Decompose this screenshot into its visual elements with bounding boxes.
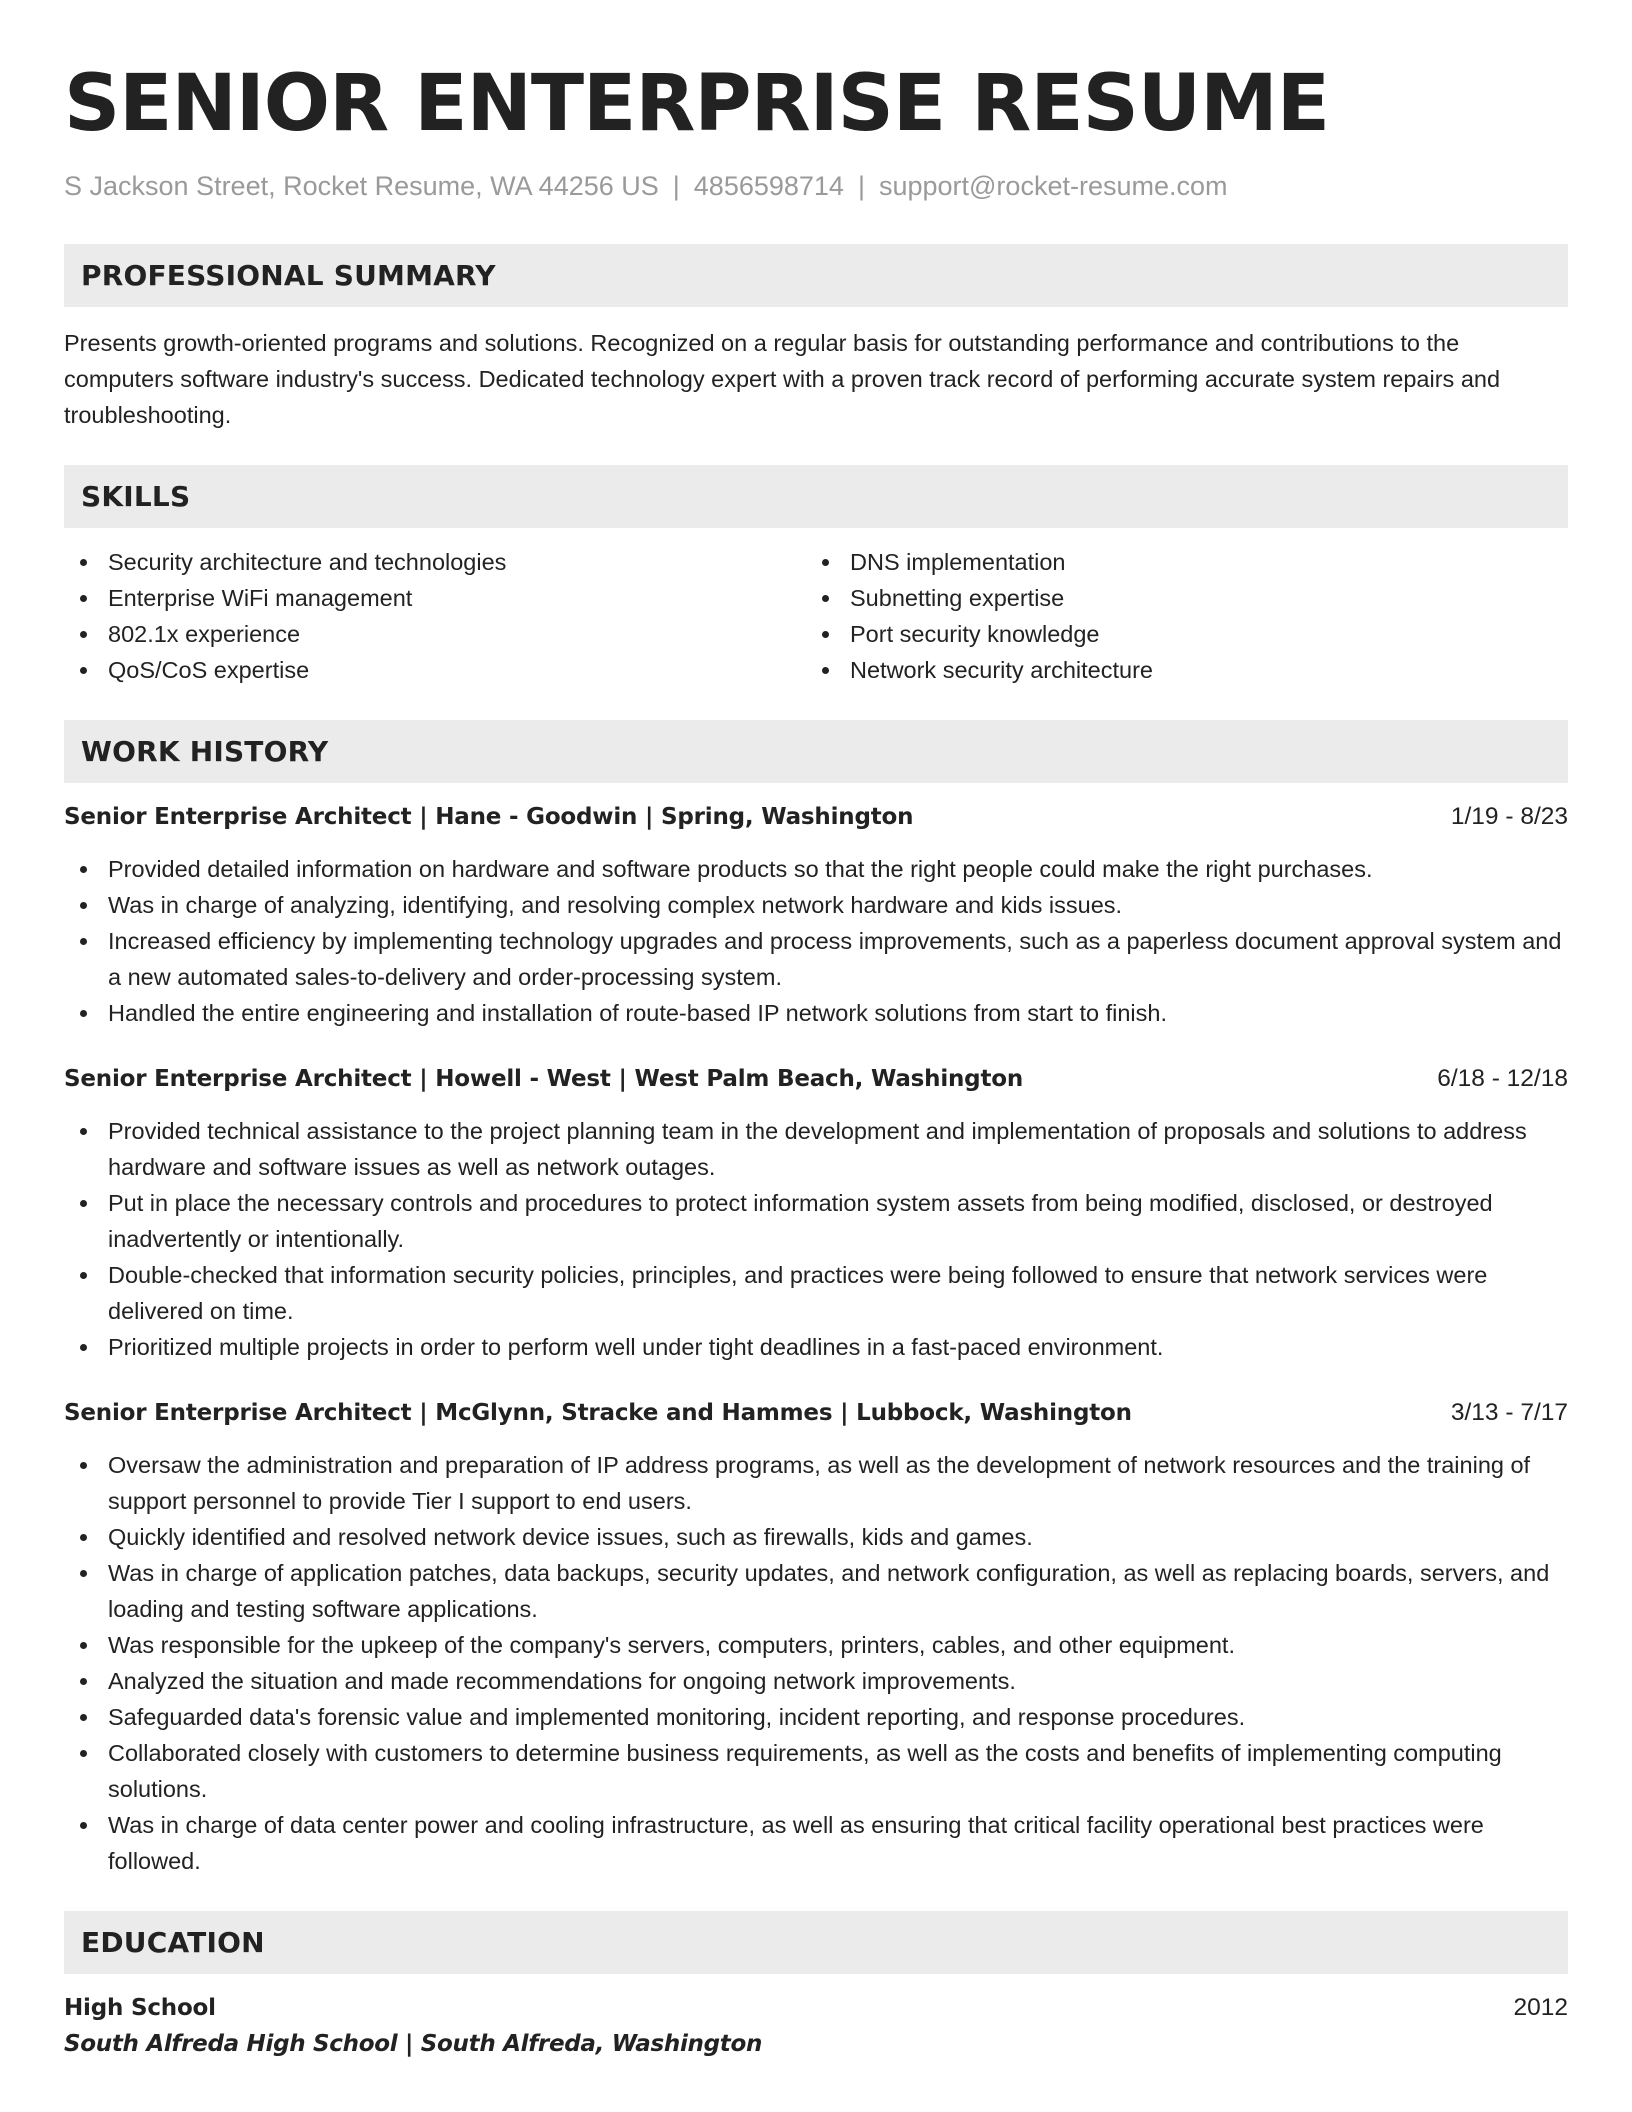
resume-title: SENIOR ENTERPRISE RESUME bbox=[64, 59, 1330, 149]
job-bullet: Double-checked that information security policies, principles, and practices were being followed to ensure that network services were delivered on time. bbox=[64, 1257, 1568, 1329]
skills-list-left bbox=[64, 544, 806, 688]
contact-separator: | bbox=[857, 171, 865, 201]
education-entry bbox=[64, 1990, 1568, 2062]
job-bullet: Safeguarded data's forensic value and implemented monitoring, incident reporting, and response procedures. bbox=[64, 1699, 1568, 1735]
job-header bbox=[64, 799, 1568, 835]
job-title: Senior Enterprise Architect | Howell - West | West Palm Beach, Washington bbox=[64, 1066, 1024, 1092]
job-bullet: Oversaw the administration and preparation of IP address programs, as well as the development of network resources and the training of support personnel to provide Tier I support to end users. bbox=[64, 1447, 1568, 1519]
contact-phone: 4856598714 bbox=[693, 171, 844, 201]
job-bullets bbox=[64, 1447, 1568, 1879]
job-bullet: Put in place the necessary controls and procedures to protect information system assets from being modified, disclosed, or destroyed inadvertently or intentionally. bbox=[64, 1185, 1568, 1257]
job-header bbox=[64, 1395, 1568, 1431]
skill-item: Network security architecture bbox=[806, 652, 1548, 688]
job-title: Senior Enterprise Architect | Hane - Goodwin | Spring, Washington bbox=[64, 804, 914, 830]
summary-heading: PROFESSIONAL SUMMARY bbox=[64, 244, 1568, 307]
skills-list-right bbox=[806, 544, 1548, 688]
job-bullet: Was in charge of analyzing, identifying, and resolving complex network hardware and kids issues. bbox=[64, 887, 1568, 923]
job-bullet: Increased efficiency by implementing technology upgrades and process improvements, such as a paperless document approval system and a new automated sales-to-delivery and order-processing system. bbox=[64, 923, 1568, 995]
job-bullet: Was in charge of application patches, data backups, security updates, and network configuration, as well as replacing boards, servers, and loading and testing software applications. bbox=[64, 1555, 1568, 1627]
skill-item: Security architecture and technologies bbox=[64, 544, 806, 580]
job-bullets bbox=[64, 1113, 1568, 1365]
job-bullet: Provided technical assistance to the project planning team in the development and implementation of proposals and solutions to address hardware and software issues as well as network outages. bbox=[64, 1113, 1568, 1185]
skill-item: QoS/CoS expertise bbox=[64, 652, 806, 688]
education-year: 2012 bbox=[1513, 1994, 1568, 2021]
job-entry bbox=[64, 1061, 1568, 1365]
job-bullet: Handled the entire engineering and installation of route-based IP network solutions from start to finish. bbox=[64, 995, 1568, 1031]
education-header bbox=[64, 1990, 1568, 2026]
skill-item: Enterprise WiFi management bbox=[64, 580, 806, 616]
job-bullet: Quickly identified and resolved network device issues, such as firewalls, kids and games. bbox=[64, 1519, 1568, 1555]
skills-columns bbox=[64, 544, 1568, 688]
job-entry bbox=[64, 1395, 1568, 1879]
job-title: Senior Enterprise Architect | McGlynn, Stracke and Hammes | Lubbock, Washington bbox=[64, 1400, 1132, 1426]
job-bullet: Collaborated closely with customers to determine business requirements, as well as the costs and benefits of implementing computing solutions. bbox=[64, 1735, 1568, 1807]
education-school: South Alfreda High School | South Alfreda, Washington bbox=[64, 2031, 763, 2057]
job-bullets bbox=[64, 851, 1568, 1031]
job-dates: 6/18 - 12/18 bbox=[1437, 1065, 1568, 1092]
contact-separator: | bbox=[672, 171, 680, 201]
job-entry bbox=[64, 799, 1568, 1031]
skill-item: 802.1x experience bbox=[64, 616, 806, 652]
skill-item: Port security knowledge bbox=[806, 616, 1548, 652]
job-bullet: Provided detailed information on hardware and software products so that the right people could make the right purchases. bbox=[64, 851, 1568, 887]
education-heading: EDUCATION bbox=[64, 1911, 1568, 1974]
job-dates: 1/19 - 8/23 bbox=[1450, 803, 1568, 830]
contact-address: S Jackson Street, Rocket Resume, WA 44256 US bbox=[64, 171, 659, 201]
job-dates: 3/13 - 7/17 bbox=[1450, 1399, 1568, 1426]
contact-line bbox=[64, 168, 1568, 204]
job-header bbox=[64, 1061, 1568, 1097]
skill-item: DNS implementation bbox=[806, 544, 1548, 580]
job-bullet: Prioritized multiple projects in order to perform well under tight deadlines in a fast-paced environment. bbox=[64, 1329, 1568, 1365]
job-bullet: Was responsible for the upkeep of the company's servers, computers, printers, cables, and other equipment. bbox=[64, 1627, 1568, 1663]
work-history-heading: WORK HISTORY bbox=[64, 720, 1568, 783]
skill-item: Subnetting expertise bbox=[806, 580, 1548, 616]
job-bullet: Analyzed the situation and made recommendations for ongoing network improvements. bbox=[64, 1663, 1568, 1699]
education-degree: High School bbox=[64, 1995, 216, 2021]
contact-email: support@rocket-resume.com bbox=[878, 171, 1228, 201]
summary-text: Presents growth-oriented programs and solutions. Recognized on a regular basis for outstanding performance and contributions to the computers software industry's success. Dedicated technology expert with a proven track record of performing accurate system repairs and troubleshooting. bbox=[64, 330, 1501, 428]
skills-heading: SKILLS bbox=[64, 465, 1568, 528]
job-bullet: Was in charge of data center power and cooling infrastructure, as well as ensuring that critical facility operational best practices were followed. bbox=[64, 1807, 1568, 1879]
